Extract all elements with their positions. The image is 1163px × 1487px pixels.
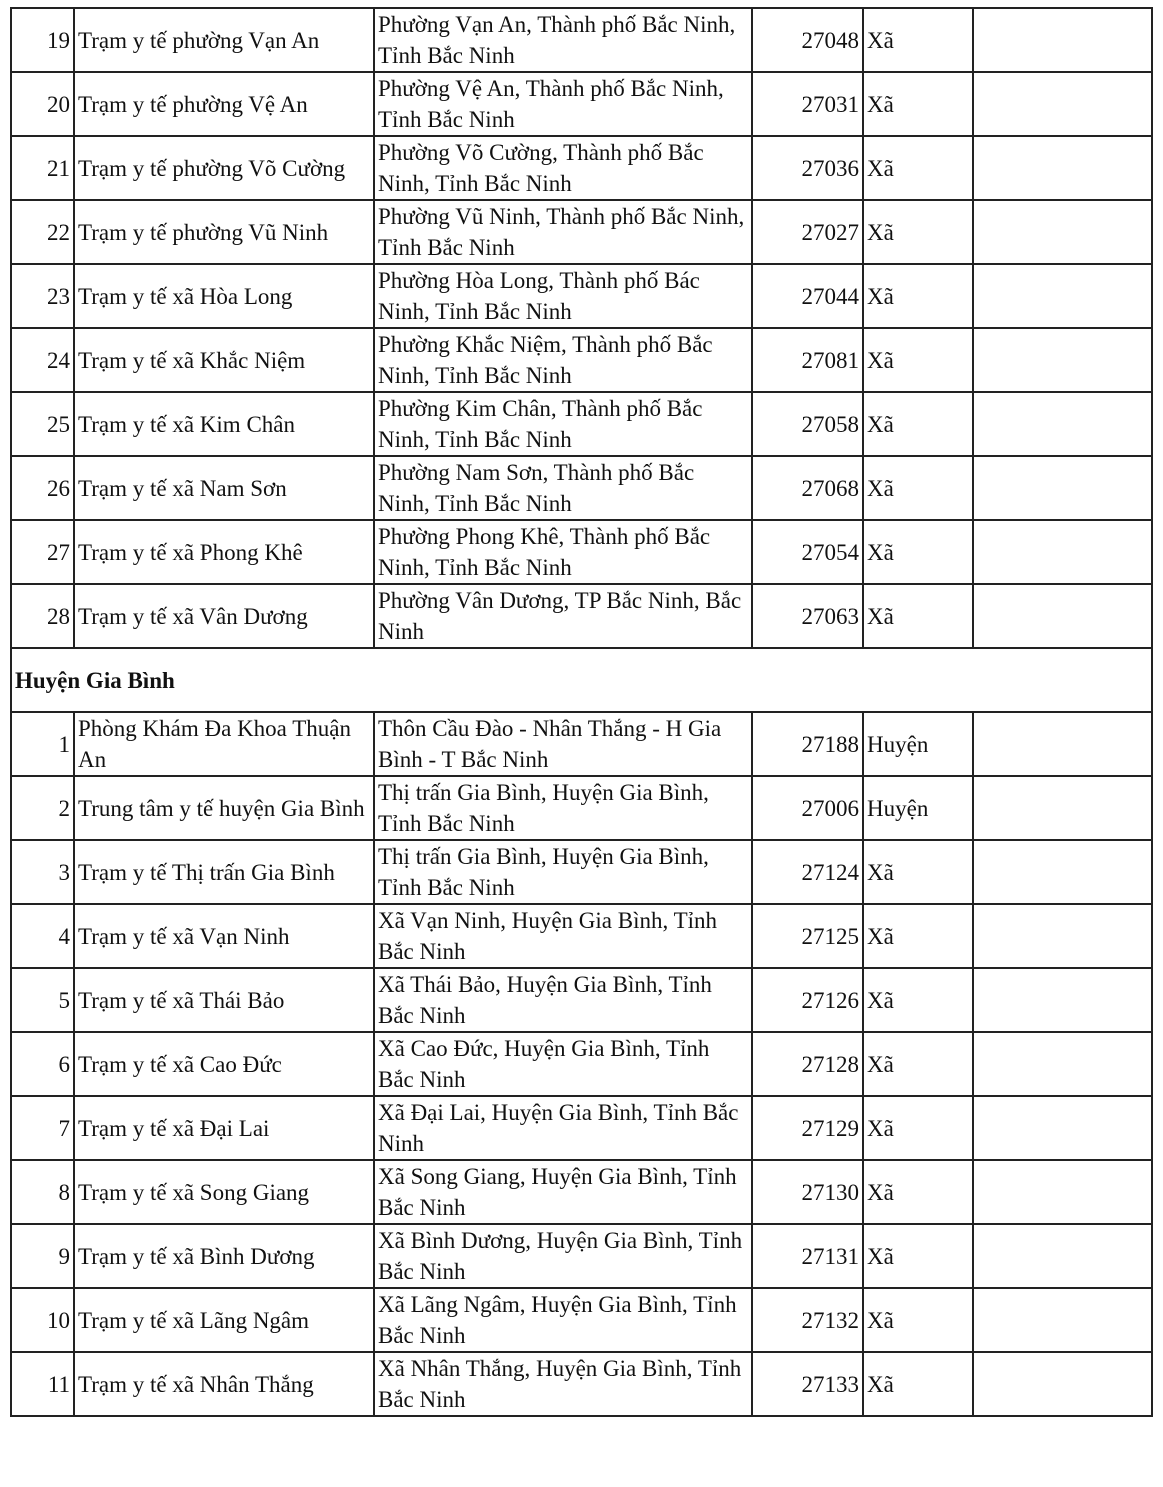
facility-code: 27188 [752,712,863,776]
facility-code: 27054 [752,520,863,584]
facility-note [973,1032,1152,1096]
facility-address: Xã Vạn Ninh, Huyện Gia Bình, Tỉnh Bắc Ninh [374,904,752,968]
facility-level: Xã [863,72,973,136]
facility-address: Xã Cao Đức, Huyện Gia Bình, Tỉnh Bắc Ninh [374,1032,752,1096]
facility-level: Xã [863,1032,973,1096]
table-row [11,392,1152,456]
facility-code: 27006 [752,776,863,840]
row-number: 26 [11,456,74,520]
row-number: 8 [11,1160,74,1224]
facility-address: Thị trấn Gia Bình, Huyện Gia Bình, Tỉnh Bắc Ninh [374,840,752,904]
facility-name: Phòng Khám Đa Khoa Thuận An [74,712,374,776]
row-number: 7 [11,1096,74,1160]
row-number: 1 [11,712,74,776]
facility-name: Trạm y tế phường Vạn An [74,8,374,72]
table-row [11,584,1152,648]
facility-code: 27031 [752,72,863,136]
facility-name: Trạm y tế xã Kim Chân [74,392,374,456]
facility-code: 27058 [752,392,863,456]
section-heading: Huyện Gia Bình [11,648,1152,712]
facility-code: 27131 [752,1224,863,1288]
facility-note [973,328,1152,392]
row-number: 22 [11,200,74,264]
row-number: 28 [11,584,74,648]
row-number: 2 [11,776,74,840]
facility-code: 27125 [752,904,863,968]
facility-name: Trạm y tế xã Thái Bảo [74,968,374,1032]
row-number: 27 [11,520,74,584]
table-row [11,328,1152,392]
facility-name: Trung tâm y tế huyện Gia Bình [74,776,374,840]
table-row [11,72,1152,136]
facility-address: Xã Song Giang, Huyện Gia Bình, Tỉnh Bắc Ninh [374,1160,752,1224]
facility-note [973,456,1152,520]
facility-address: Phường Vân Dương, TP Bắc Ninh, Bắc Ninh [374,584,752,648]
facility-code: 27130 [752,1160,863,1224]
facility-code: 27036 [752,136,863,200]
facility-address: Phường Nam Sơn, Thành phố Bắc Ninh, Tỉnh Bắc Ninh [374,456,752,520]
facility-level: Huyện [863,712,973,776]
facility-address: Xã Đại Lai, Huyện Gia Bình, Tỉnh Bắc Ninh [374,1096,752,1160]
facility-code: 27044 [752,264,863,328]
facility-note [973,584,1152,648]
facility-level: Xã [863,8,973,72]
facility-address: Phường Vũ Ninh, Thành phố Bắc Ninh, Tỉnh Bắc Ninh [374,200,752,264]
facility-note [973,8,1152,72]
table-row [11,904,1152,968]
facility-address: Phường Kim Chân, Thành phố Bắc Ninh, Tỉnh Bắc Ninh [374,392,752,456]
facility-code: 27133 [752,1352,863,1416]
facility-name: Trạm y tế xã Vân Dương [74,584,374,648]
table-row [11,1352,1152,1416]
table-row [11,8,1152,72]
facility-name: Trạm y tế xã Song Giang [74,1160,374,1224]
facility-name: Trạm y tế xã Vạn Ninh [74,904,374,968]
facility-name: Trạm y tế xã Bình Dương [74,1224,374,1288]
facility-address: Phường Phong Khê, Thành phố Bắc Ninh, Tỉnh Bắc Ninh [374,520,752,584]
row-number: 6 [11,1032,74,1096]
facility-name: Trạm y tế phường Võ Cường [74,136,374,200]
facility-level: Xã [863,1096,973,1160]
facility-level: Xã [863,264,973,328]
facility-address: Phường Vệ An, Thành phố Bắc Ninh, Tỉnh Bắc Ninh [374,72,752,136]
facility-level: Xã [863,392,973,456]
table-row [11,776,1152,840]
table-row [11,1032,1152,1096]
facility-level: Xã [863,200,973,264]
facility-level: Xã [863,1288,973,1352]
facility-code: 27027 [752,200,863,264]
facility-level: Xã [863,968,973,1032]
facility-name: Trạm y tế xã Nam Sơn [74,456,374,520]
facility-address: Thị trấn Gia Bình, Huyện Gia Bình, Tỉnh Bắc Ninh [374,776,752,840]
row-number: 4 [11,904,74,968]
facility-address: Phường Khắc Niệm, Thành phố Bắc Ninh, Tỉnh Bắc Ninh [374,328,752,392]
row-number: 24 [11,328,74,392]
facility-level: Xã [863,328,973,392]
facility-name: Trạm y tế xã Cao Đức [74,1032,374,1096]
facility-table [10,7,1153,1417]
facility-level: Xã [863,904,973,968]
facility-note [973,392,1152,456]
facility-name: Trạm y tế phường Vũ Ninh [74,200,374,264]
facility-name: Trạm y tế xã Đại Lai [74,1096,374,1160]
facility-note [973,1224,1152,1288]
facility-note [973,712,1152,776]
row-number: 11 [11,1352,74,1416]
facility-level: Huyện [863,776,973,840]
facility-code: 27081 [752,328,863,392]
facility-name: Trạm y tế Thị trấn Gia Bình [74,840,374,904]
row-number: 9 [11,1224,74,1288]
facility-level: Xã [863,1160,973,1224]
facility-level: Xã [863,1352,973,1416]
facility-note [973,776,1152,840]
table-row [11,136,1152,200]
table-row [11,712,1152,776]
facility-name: Trạm y tế xã Phong Khê [74,520,374,584]
facility-note [973,1352,1152,1416]
facility-address: Xã Bình Dương, Huyện Gia Bình, Tỉnh Bắc Ninh [374,1224,752,1288]
table-row [11,1160,1152,1224]
table-row [11,840,1152,904]
facility-address: Phường Hòa Long, Thành phố Bác Ninh, Tỉnh Bắc Ninh [374,264,752,328]
facility-note [973,200,1152,264]
row-number: 25 [11,392,74,456]
facility-note [973,136,1152,200]
facility-name: Trạm y tế xã Khắc Niệm [74,328,374,392]
facility-note [973,840,1152,904]
facility-address: Phường Vạn An, Thành phố Bắc Ninh, Tỉnh Bắc Ninh [374,8,752,72]
row-number: 3 [11,840,74,904]
facility-note [973,264,1152,328]
facility-note [973,968,1152,1032]
facility-note [973,904,1152,968]
facility-code: 27068 [752,456,863,520]
row-number: 10 [11,1288,74,1352]
facility-level: Xã [863,584,973,648]
row-number: 20 [11,72,74,136]
facility-level: Xã [863,1224,973,1288]
facility-level: Xã [863,136,973,200]
table-row [11,520,1152,584]
table-row [11,200,1152,264]
facility-code: 27124 [752,840,863,904]
facility-code: 27132 [752,1288,863,1352]
facility-name: Trạm y tế xã Lãng Ngâm [74,1288,374,1352]
facility-code: 27129 [752,1096,863,1160]
table-row [11,456,1152,520]
facility-name: Trạm y tế xã Hòa Long [74,264,374,328]
table-row [11,264,1152,328]
table-row [11,1224,1152,1288]
facility-code: 27128 [752,1032,863,1096]
facility-note [973,1288,1152,1352]
facility-address: Xã Lãng Ngâm, Huyện Gia Bình, Tỉnh Bắc Ninh [374,1288,752,1352]
facility-level: Xã [863,520,973,584]
row-number: 5 [11,968,74,1032]
facility-note [973,72,1152,136]
facility-address: Phường Võ Cường, Thành phố Bắc Ninh, Tỉnh Bắc Ninh [374,136,752,200]
table-row [11,968,1152,1032]
facility-address: Xã Nhân Thắng, Huyện Gia Bình, Tỉnh Bắc Ninh [374,1352,752,1416]
facility-name: Trạm y tế xã Nhân Thắng [74,1352,374,1416]
facility-note [973,1096,1152,1160]
facility-level: Xã [863,840,973,904]
section-heading-row [11,648,1152,712]
row-number: 21 [11,136,74,200]
facility-code: 27126 [752,968,863,1032]
facility-address: Thôn Cầu Đào - Nhân Thắng - H Gia Bình - T Bắc Ninh [374,712,752,776]
facility-note [973,1160,1152,1224]
facility-name: Trạm y tế phường Vệ An [74,72,374,136]
facility-code: 27063 [752,584,863,648]
row-number: 23 [11,264,74,328]
facility-address: Xã Thái Bảo, Huyện Gia Bình, Tỉnh Bắc Ninh [374,968,752,1032]
facility-note [973,520,1152,584]
facility-level: Xã [863,456,973,520]
table-row [11,1288,1152,1352]
row-number: 19 [11,8,74,72]
table-row [11,1096,1152,1160]
facility-code: 27048 [752,8,863,72]
